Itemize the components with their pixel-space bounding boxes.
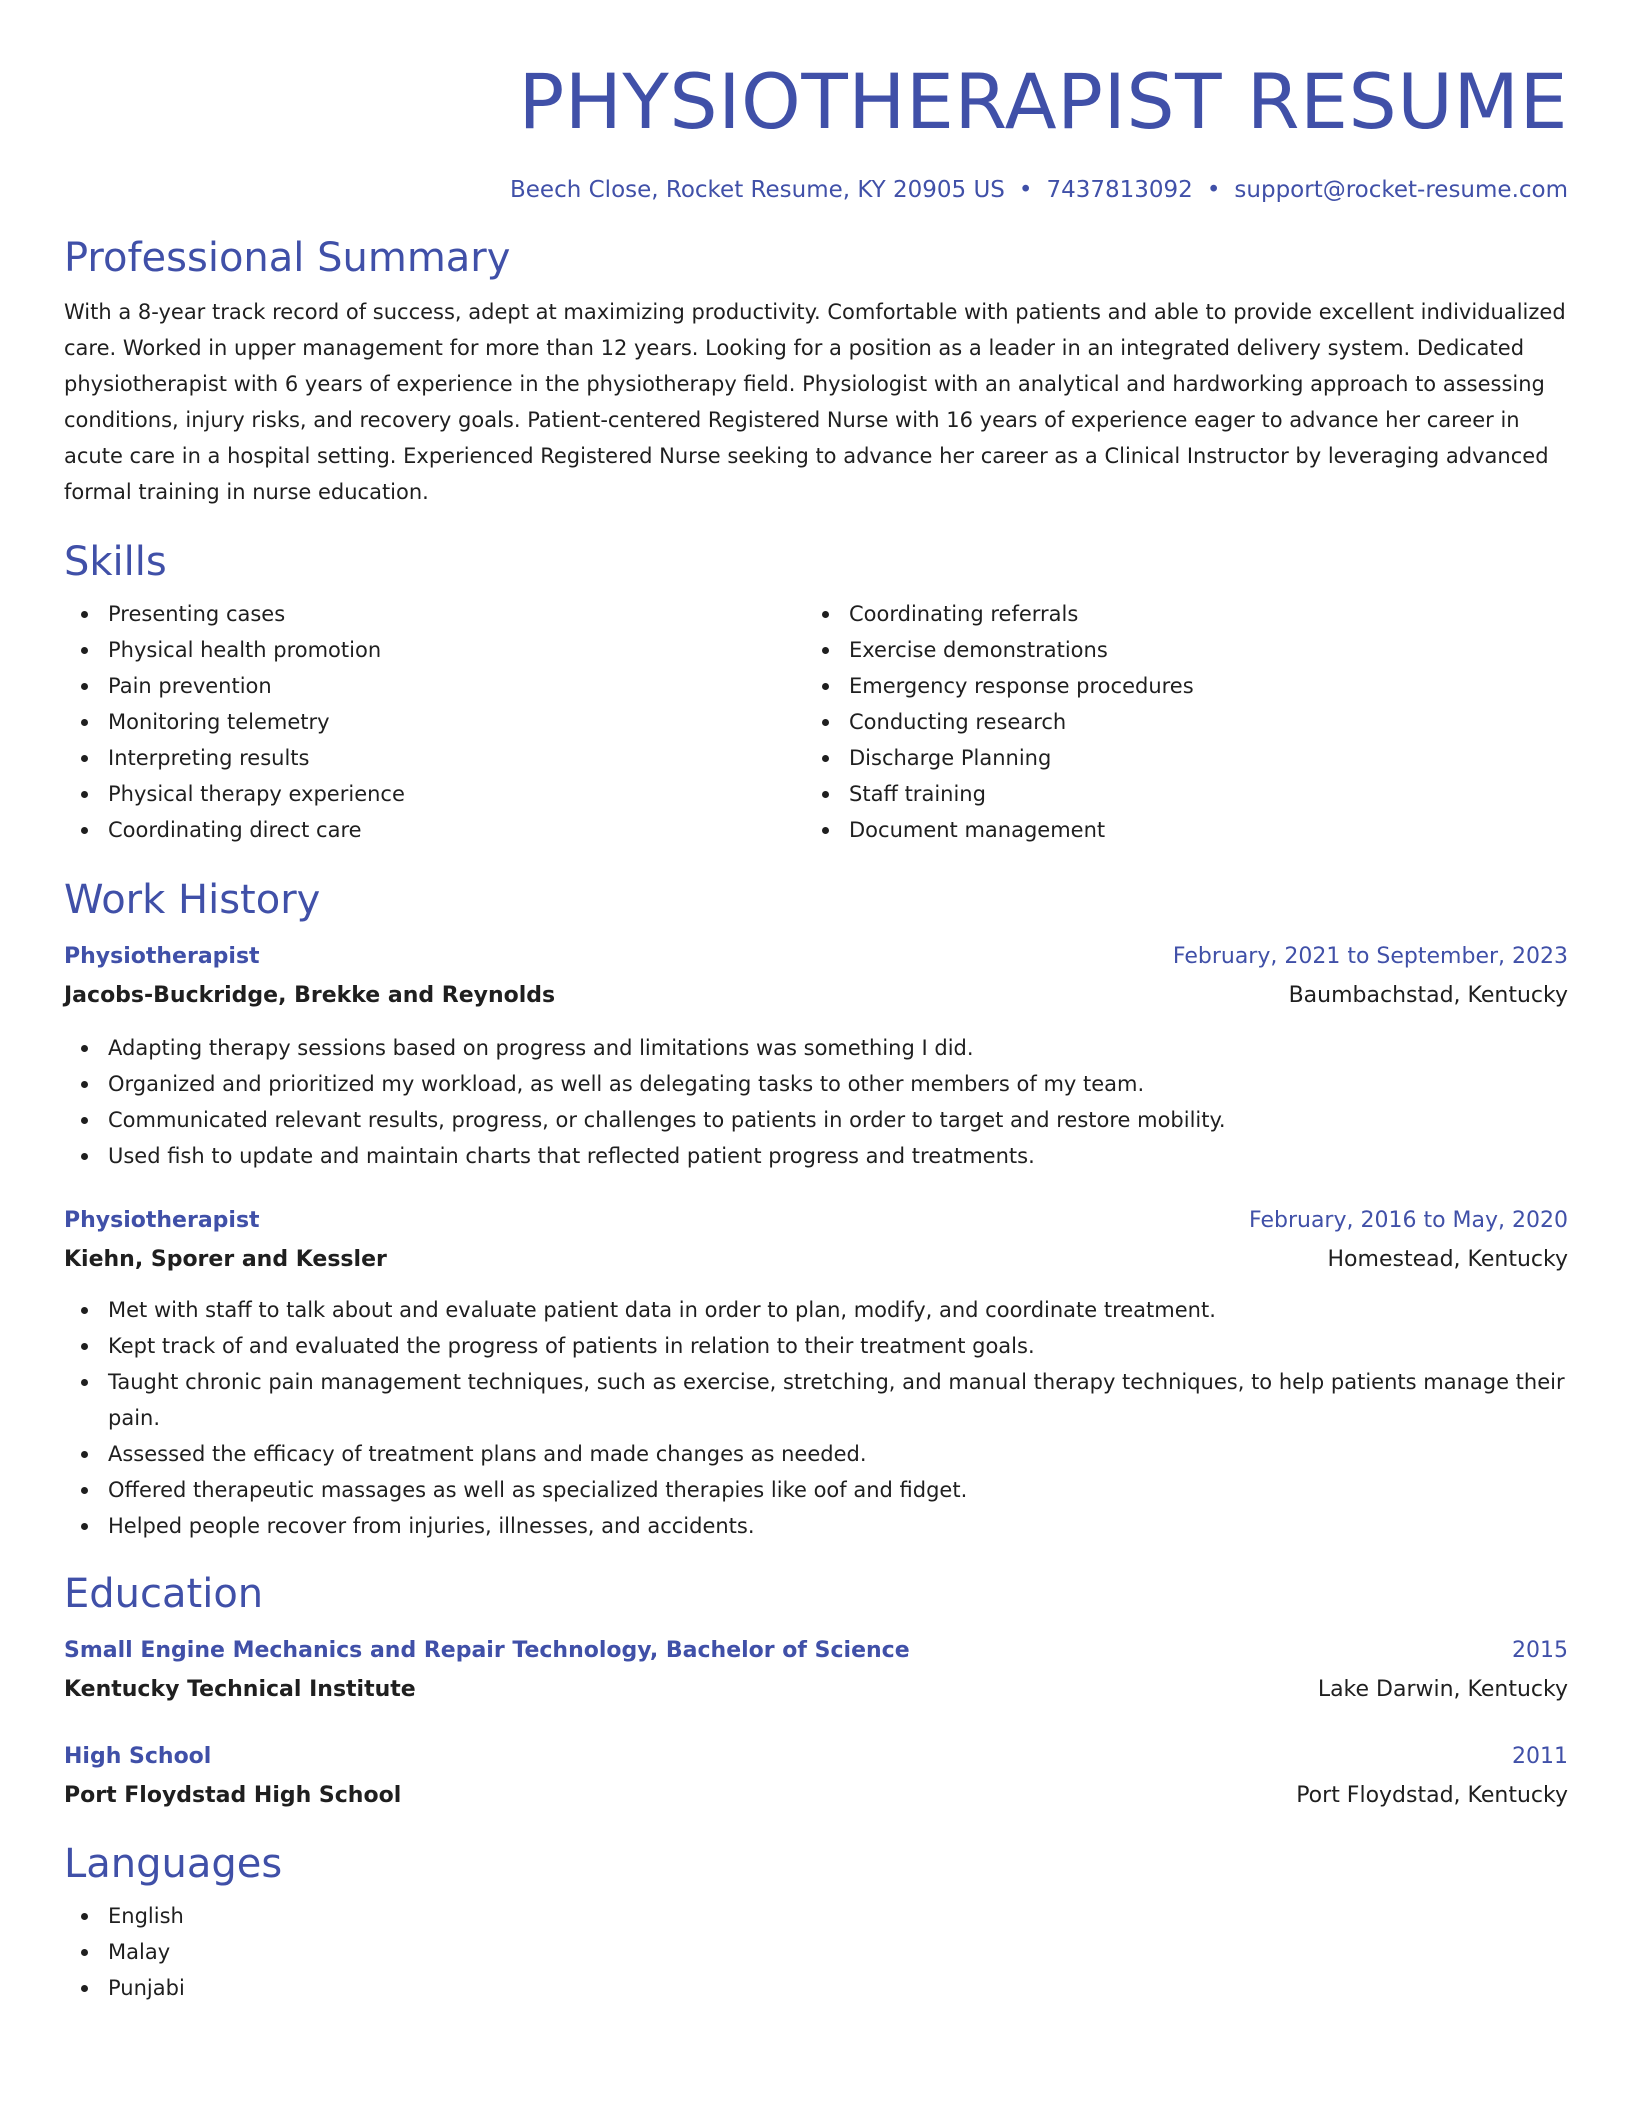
education-location: Port Floydstad, Kentucky [1296,1783,1568,1808]
languages-heading: Languages [64,1841,283,1887]
education-entry [64,1738,1568,1816]
job-bullets [64,1030,1568,1174]
job-entry [64,1202,1568,1544]
contact-separator: • [1018,177,1033,203]
language-item: English [64,1898,1568,1934]
job-bullet: Offered therapeutic massages as well as specialized therapies like oof and fidget. [64,1472,1568,1508]
job-title: Physiotherapist [64,1208,260,1233]
job-header-row [64,938,1568,976]
summary-text: With a 8-year track record of success, adept at maximizing productivity. Comfortable with patients and able to provide excellent individualized care. Worked in upper management for more than 12 years. Looking for a position as a leader in an integrated delivery system. Dedicated physiotherapist with 6 years of experience in the physiotherapy field. Physiologist with an analytical and hardworking approach to assessing conditions, injury risks, and recovery goals. Patient-centered Registered Nurse with 16 years of experience eager to advance her career in acute care in a hospital setting. Experienced Registered Nurse seeking to advance her career as a Clinical Instructor by leveraging advanced formal training in nurse education. [64,300,1566,504]
job-dates: February, 2016 to May, 2020 [1249,1208,1568,1233]
skills-column-left [64,596,805,848]
job-bullet: Assessed the efficacy of treatment plans and made changes as needed. [64,1436,1568,1472]
contact-separator: • [1206,177,1221,203]
languages-section [64,1838,1568,2006]
education-school: Kentucky Technical Institute [64,1677,416,1702]
job-bullet: Helped people recover from injuries, illnesses, and accidents. [64,1508,1568,1544]
job-company: Jacobs-Buckridge, Brekke and Reynolds [64,983,556,1008]
summary-heading: Professional Summary [64,235,511,281]
skills-heading: Skills [64,539,167,585]
language-item: Punjabi [64,1970,1568,2006]
job-bullet: Taught chronic pain management techniques, such as exercise, stretching, and manual therapy techniques, to help patients manage their pain. [64,1364,1568,1436]
work-history-heading: Work History [64,877,321,923]
skills-column-right [805,596,1546,848]
job-dates: February, 2021 to September, 2023 [1172,944,1568,969]
education-school-row [64,1776,1568,1816]
job-company-row [64,1240,1568,1280]
resume-title: PHYSIOTHERAPIST RESUME [518,57,1568,146]
work-history-section [64,874,1568,1544]
contact-address: Beech Close, Rocket Resume, KY 20905 US [510,177,1005,203]
job-bullet: Communicated relevant results, progress, or challenges to patients in order to target and restore mobility. [64,1102,1568,1138]
skill-item: Document management [805,812,1546,848]
job-location: Baumbachstad, Kentucky [1288,983,1568,1008]
education-school-row [64,1670,1568,1710]
education-location: Lake Darwin, Kentucky [1317,1677,1568,1702]
languages-list [64,1898,1568,2006]
language-item: Malay [64,1934,1568,1970]
skill-item: Physical therapy experience [64,776,805,812]
skills-section [64,536,1568,848]
contact-line [64,174,1568,206]
education-degree: Small Engine Mechanics and Repair Technology, Bachelor of Science [64,1638,910,1663]
education-header-row [64,1738,1568,1776]
job-title: Physiotherapist [64,944,260,969]
job-bullet: Adapting therapy sessions based on progress and limitations was something I did. [64,1030,1568,1066]
job-bullet: Organized and prioritized my workload, as well as delegating tasks to other members of my team. [64,1066,1568,1102]
job-location: Homestead, Kentucky [1327,1247,1568,1272]
skill-item: Pain prevention [64,668,805,704]
education-year: 2015 [1512,1638,1568,1663]
skill-item: Presenting cases [64,596,805,632]
skill-item: Coordinating direct care [64,812,805,848]
contact-email: support@rocket-resume.com [1234,177,1568,203]
education-degree: High School [64,1744,212,1769]
skill-item: Staff training [805,776,1546,812]
skill-item: Exercise demonstrations [805,632,1546,668]
job-bullet: Met with staff to talk about and evaluate patient data in order to plan, modify, and coordinate treatment. [64,1292,1568,1328]
skill-item: Emergency response procedures [805,668,1546,704]
education-heading: Education [64,1571,264,1617]
contact-phone: 7437813092 [1046,177,1193,203]
job-entry [64,938,1568,1174]
job-bullet: Used fish to update and maintain charts that reflected patient progress and treatments. [64,1138,1568,1174]
skill-item: Interpreting results [64,740,805,776]
job-bullet: Kept track of and evaluated the progress of patients in relation to their treatment goals. [64,1328,1568,1364]
education-header-row [64,1632,1568,1670]
skill-item: Discharge Planning [805,740,1546,776]
education-section [64,1568,1568,1816]
summary-section [64,232,1568,510]
job-company-row [64,976,1568,1016]
skills-grid [64,596,1568,848]
skill-item: Coordinating referrals [805,596,1546,632]
education-year: 2011 [1512,1744,1568,1769]
job-header-row [64,1202,1568,1240]
job-company: Kiehn, Sporer and Kessler [64,1247,387,1272]
skill-item: Monitoring telemetry [64,704,805,740]
skill-item: Conducting research [805,704,1546,740]
education-entry [64,1632,1568,1710]
education-school: Port Floydstad High School [64,1783,402,1808]
job-bullets [64,1292,1568,1544]
skill-item: Physical health promotion [64,632,805,668]
